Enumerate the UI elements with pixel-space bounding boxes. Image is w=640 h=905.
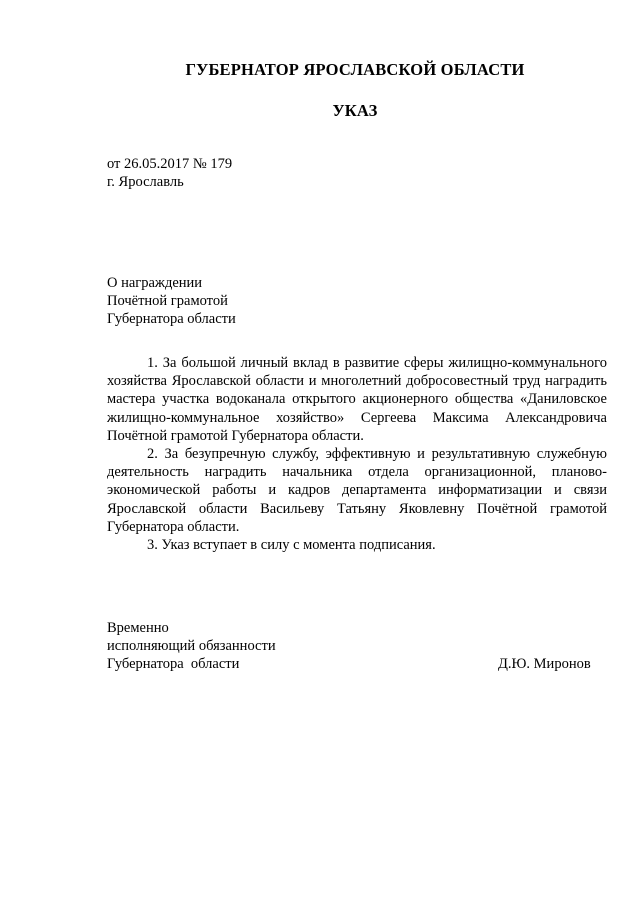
subject-line: О награждении [107,275,203,291]
subject-line: Почётной грамотой [107,293,228,309]
signer-position-line: Губернатора области [107,656,240,672]
decree-paragraph-1: 1. За большой личный вклад в развитие сферы жилищно-коммунального хозяйства Ярославской области и многолетний добросовестный труд наградить мастера участка водоканала открытого акционерного общества «Даниловское жилищно-коммунальное хозяйство» Сергеева Максима Александровича Почётной грамотой Губернатора области. [107,355,607,444]
decree-paragraph-3: 3. Указ вступает в силу с момента подписания. [147,537,436,554]
signer-position-line: Временно [107,620,169,636]
document-type: УКАЗ [332,101,378,120]
decree-body [107,354,607,554]
signer-position-line: исполняющий обязанности [107,638,276,654]
date-number: от 26.05.2017 № 179 [107,156,233,172]
decree-paragraph-2: 2. За безупречную службу, эффективную и результативную служебную деятельность наградить начальника отдела организационной, планово-экономической работы и кадров департамента информатизации и связи Ярославской области Васильеву Татьяну Яковлевну Почётной грамотой Губернатора области. [107,446,607,535]
document-header-title: ГУБЕРНАТОР ЯРОСЛАВСКОЙ ОБЛАСТИ [185,60,525,79]
signer-name: Д.Ю. Миронов [498,656,591,672]
city: г. Ярославль [107,174,184,190]
subject-line: Губернатора области [107,311,236,327]
